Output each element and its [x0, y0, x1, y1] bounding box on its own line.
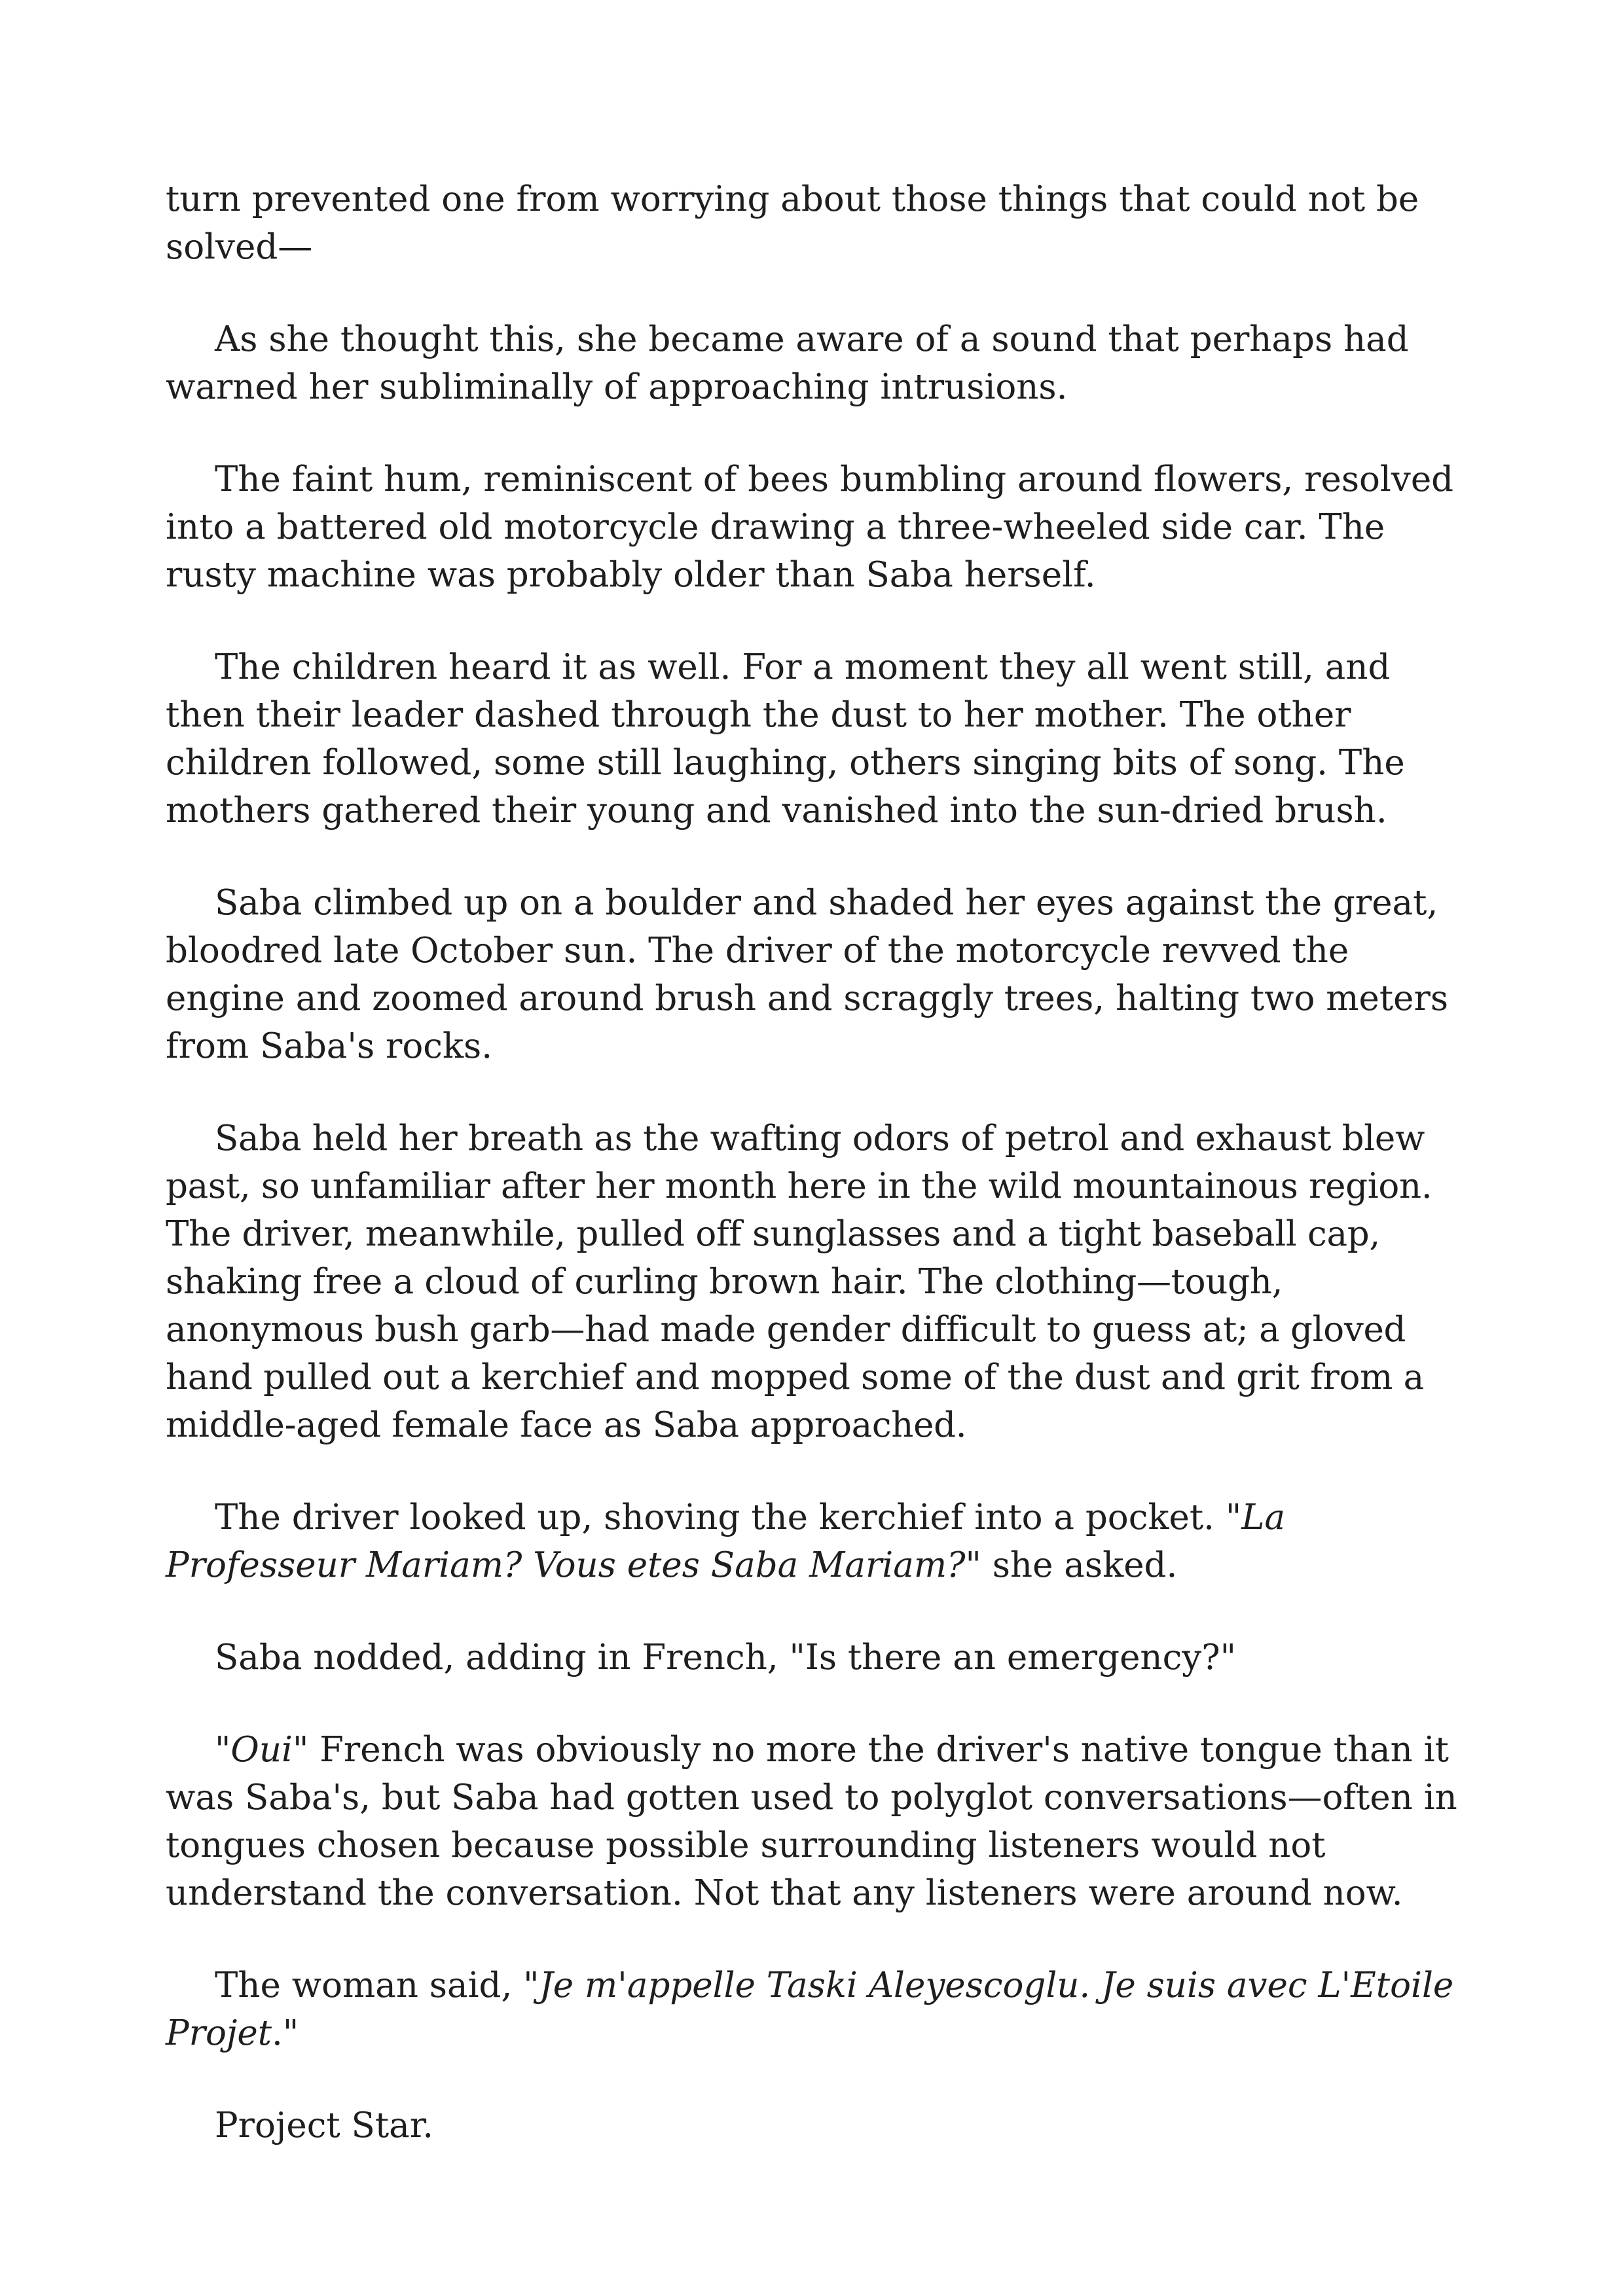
paragraph-text: Project Star.	[215, 2106, 434, 2145]
paragraph	[166, 456, 1475, 599]
paragraph-text: Saba climbed up on a boulder and shaded her eyes against the great, bloodred late October sun. The driver of the motorcycle revved the engine and zoomed around brush and scraggly trees, halting two meters from Saba's rocks.	[166, 883, 1449, 1066]
paragraph	[166, 175, 1475, 271]
paragraph-text: The woman said, "	[215, 1965, 539, 2005]
paragraph-text: Saba held her breath as the wafting odors of petrol and exhaust blew past, so unfamiliar after her month here in the wild mountainous region. The driver, meanwhile, pulled off sunglasses and a tight baseball cap, shaking free a cloud of curling brown hair. The clothing—tough, anonymous bush garb—had made gender difficult to guess at; a gloved hand pulled out a kerchief and mopped some of the dust and grit from a middle-aged female face as Saba approached.	[166, 1119, 1432, 1445]
paragraph-text: The driver looked up, shoving the kerchief into a pocket. "	[215, 1498, 1242, 1537]
paragraph-text: As she thought this, she became aware of a sound that perhaps had warned her subliminally of approaching intrusions.	[166, 319, 1409, 407]
paragraph-text: The children heard it as well. For a moment they all went still, and then their leader dashed through the dust to her mother. The other children followed, some still laughing, others singing bits of song. The mothers gathered their young and vanished into the sun-dried brush.	[166, 647, 1405, 831]
italic-french-text: Je m'appelle Taski Aleyescoglu. Je suis avec L'Etoile Projet	[166, 1965, 1454, 2053]
paragraph-text: "	[215, 1730, 231, 1770]
italic-french-text: La Professeur Mariam? Vous etes Saba Mariam?"	[166, 1498, 1286, 1585]
paragraph-text: The faint hum, reminiscent of bees bumbling around flowers, resolved into a battered old motorcycle drawing a three-wheeled side car. The rusty machine was probably older than Saba herself.	[166, 459, 1454, 595]
paragraph	[166, 2102, 1475, 2149]
paragraph	[166, 315, 1475, 411]
paragraph-text: Saba nodded, adding in French, "Is there an emergency?"	[215, 1638, 1236, 1677]
paragraph	[166, 643, 1475, 834]
paragraph-dialogue	[166, 1726, 1475, 1917]
italic-french-text: Oui	[230, 1730, 293, 1770]
paragraph-text: ."	[272, 2013, 299, 2053]
paragraph	[166, 1634, 1475, 1681]
paragraph-dialogue	[166, 1494, 1475, 1589]
paragraph-text: she asked.	[981, 1545, 1178, 1585]
paragraph	[166, 879, 1475, 1070]
paragraph	[166, 1115, 1475, 1449]
paragraph-text: turn prevented one from worrying about those things that could not be solved—	[166, 179, 1419, 267]
paragraph-text: " French was obviously no more the driver's native tongue than it was Saba's, but Saba had gotten used to polyglot conversations—often in tongues chosen because possible surrounding listeners would not understand the conversation. Not that any listeners were around now.	[166, 1730, 1457, 1913]
paragraph-dialogue	[166, 1962, 1475, 2057]
body-text	[166, 175, 1475, 2194]
